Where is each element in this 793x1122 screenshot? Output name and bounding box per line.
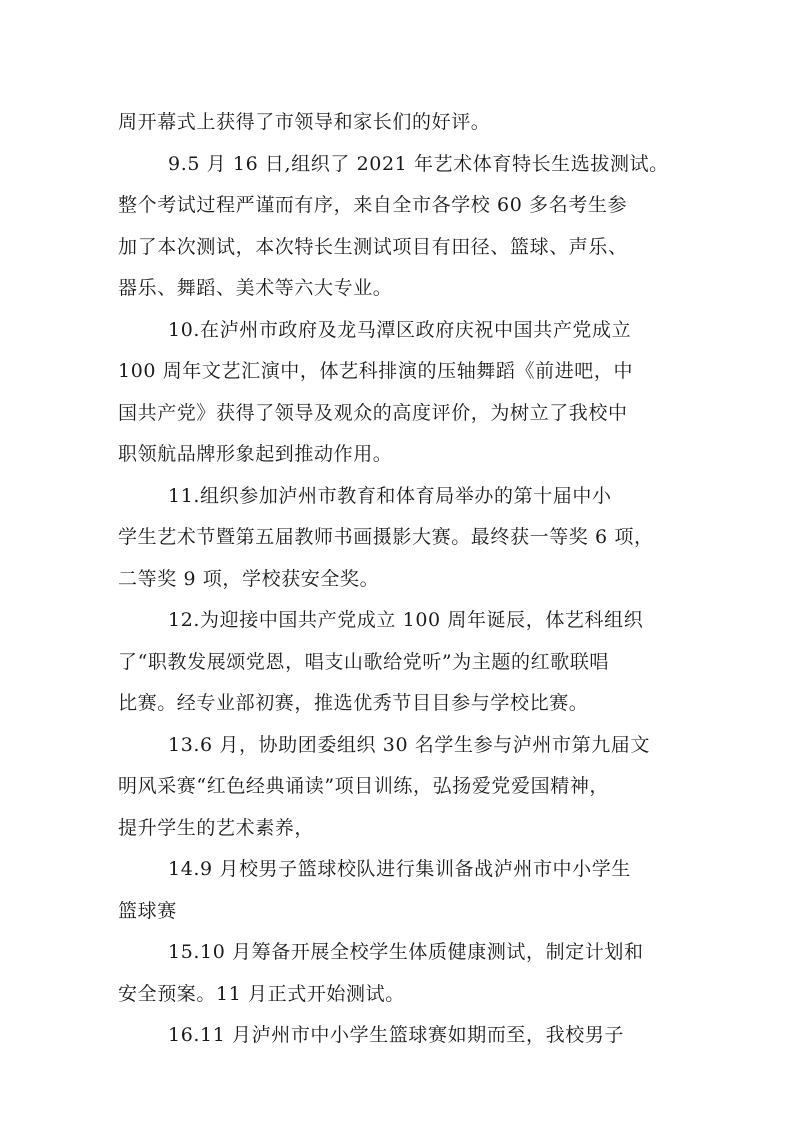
paragraph-line: 职领航品牌形象起到推动作用。: [118, 443, 393, 465]
paragraph-line: 篮球赛: [118, 899, 177, 922]
paragraph-line: 学生艺术节暨第五届教师书画摄影大赛。最终获一等奖 6 项，: [118, 526, 654, 548]
paragraph-line: 加了本次测试，本次特长生测试项目有田径、篮球、声乐、: [118, 235, 628, 258]
paragraph-line: 明风采赛“红色经典诵读”项目训练，弘扬爱党爱国精神，: [118, 775, 610, 797]
paragraph-line: 国共产党》获得了领导及观众的高度评价，为树立了我校中: [118, 401, 628, 424]
paragraph-line: 比赛。经专业部初赛，推选优秀节目目参与学校比赛。: [118, 692, 589, 714]
document-body: [118, 102, 683, 1057]
paragraph-first-line: 13.6 月，协助团委组织 30 名学生参与泸州市第九届文: [168, 733, 651, 756]
paragraph-line: 整个考试过程严谨而有序，来自全市各学校 60 多名考生参: [118, 194, 628, 216]
paragraph-first-line: 15.10 月筹备开展全校学生体质健康测试，制定计划和: [168, 941, 644, 963]
paragraph-first-line: 16.11 月泸州市中小学生篮球赛如期而至，我校男子: [168, 1024, 625, 1046]
paragraph-line: 周开幕式上获得了市领导和家长们的好评。: [118, 111, 491, 133]
paragraph-line: 安全预案。11 月正式开始测试。: [118, 982, 405, 1005]
paragraph-line: 二等奖 9 项，学校获安全奖。: [118, 567, 380, 590]
paragraph-line: 提升学生的艺术素养，: [118, 816, 315, 839]
paragraph-first-line: 9.5 月 16 日,组织了 2021 年艺术体育特长生选拔测试。: [168, 152, 669, 175]
paragraph-first-line: 12.为迎接中国共产党成立 100 周年诞辰，体艺科组织: [168, 609, 644, 631]
paragraph-line: 器乐、舞蹈、美术等六大专业。: [118, 277, 393, 299]
paragraph-line: 了“职教发展颂党恩，唱支山歌给党听”为主题的红歌联唱: [118, 650, 610, 673]
paragraph-first-line: 14.9 月校男子篮球校队进行集训备战泸州市中小学生: [168, 858, 631, 880]
paragraph-first-line: 11.组织参加泸州市教育和体育局举办的第十届中小: [168, 484, 612, 507]
paragraph-first-line: 10.在泸州市政府及龙马潭区政府庆祝中国共产党成立: [168, 318, 632, 341]
paragraph-line: 100 周年文艺汇演中，体艺科排演的压轴舞蹈《前进吧，中: [118, 360, 634, 382]
